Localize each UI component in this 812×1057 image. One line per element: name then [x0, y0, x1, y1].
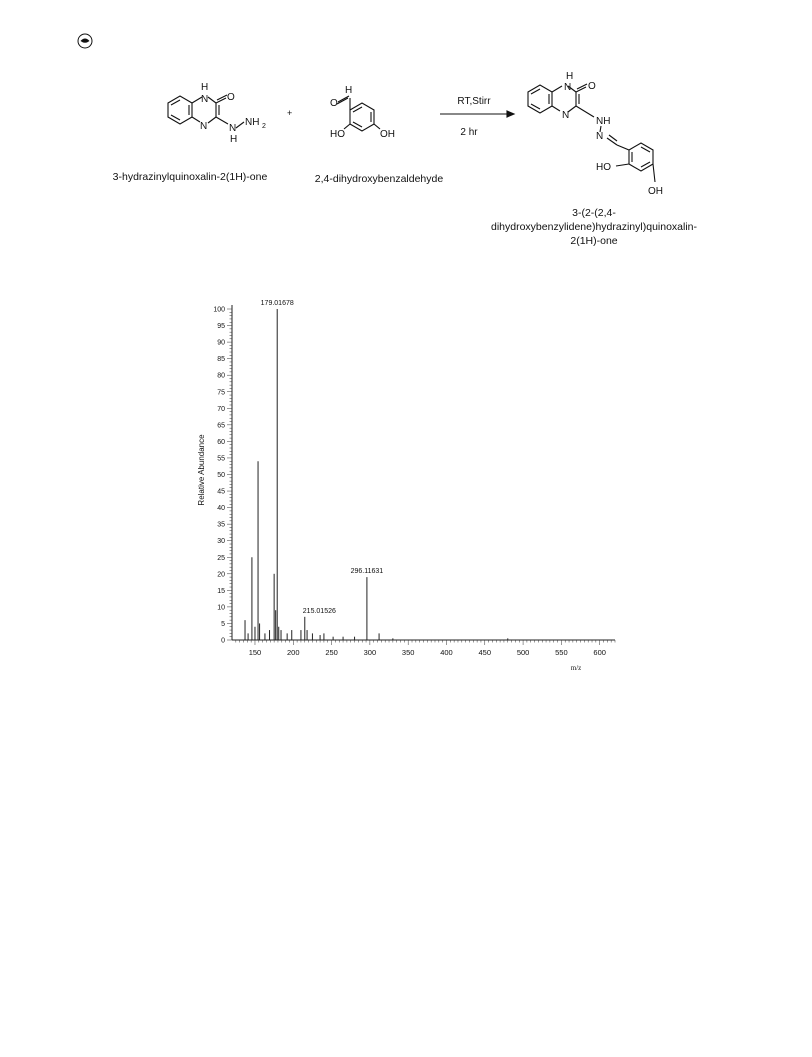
p-atom-n2: N [562, 110, 570, 121]
r1-atom-h2: H [230, 134, 238, 145]
y-tick-label: 65 [217, 422, 225, 430]
mass-spectrum-chart [190, 295, 630, 685]
x-tick-label: 400 [440, 648, 453, 657]
x-tick-label: 600 [593, 648, 606, 657]
y-tick-label: 5 [221, 620, 225, 628]
y-tick-label: 75 [217, 389, 225, 397]
y-axis-label: Relative Abundance [197, 434, 206, 506]
peak-label: 179.01678 [260, 300, 294, 307]
chart-ticks [213, 307, 615, 658]
p-atom-o: O [588, 81, 596, 92]
product-structure [528, 84, 655, 182]
y-tick-label: 20 [217, 571, 225, 579]
r1-atom-o: O [227, 92, 235, 103]
r1-atom-n1: N [201, 94, 209, 105]
plus-sign: + [287, 108, 293, 118]
p-atom-oh: OH [648, 186, 663, 197]
chart-peaks [245, 309, 508, 640]
product-caption-line2: dihydroxybenzylidene)hydrazinyl)quinoxalin- [490, 221, 698, 233]
y-tick-label: 90 [217, 339, 225, 347]
p-atom-h: H [566, 71, 574, 82]
product-caption-line1: 3-(2-(2,4- [572, 207, 616, 219]
y-tick-label: 15 [217, 587, 225, 595]
r1-atom-h: H [201, 82, 209, 93]
y-tick-label: 10 [217, 604, 225, 612]
x-tick-label: 350 [401, 648, 415, 657]
y-tick-label: 0 [221, 637, 225, 645]
chart-peak-labels [261, 300, 384, 615]
y-tick-label: 25 [217, 554, 225, 562]
x-tick-label: 250 [325, 648, 338, 657]
x-tick-label: 500 [516, 648, 530, 657]
peak-label: 215.01526 [302, 607, 336, 615]
y-tick-label: 45 [217, 488, 225, 496]
reactant2-structure [337, 96, 380, 131]
y-tick-label: 30 [217, 538, 225, 546]
x-tick-label: 300 [363, 648, 377, 657]
r2-atom-h: H [345, 85, 353, 96]
r1-atom-nh2: NH [245, 117, 260, 128]
x-tick-label: 450 [478, 648, 492, 657]
peak-label: 296.11631 [350, 568, 384, 576]
reaction-scheme [0, 0, 812, 260]
y-tick-label: 60 [217, 438, 225, 446]
y-tick-label: 50 [217, 472, 225, 479]
p-atom-n3: N [596, 131, 604, 142]
y-tick-label: 80 [217, 372, 225, 380]
x-tick-label: 150 [248, 648, 262, 657]
chart-axes [232, 305, 615, 640]
x-tick-label: 200 [287, 648, 300, 657]
r2-atom-o: O [330, 98, 338, 109]
x-axis-label: m/z [570, 664, 582, 672]
p-atom-n1: N [564, 82, 572, 93]
r1-atom-n3: N [229, 123, 237, 134]
r1-atom-nh2-sub: 2 [262, 123, 266, 130]
y-tick-label: 35 [217, 521, 225, 529]
y-tick-label: 85 [217, 356, 225, 364]
reactant1-caption: 3-hydrazinylquinoxalin-2(1H)-one [112, 171, 268, 183]
y-tick-label: 40 [217, 505, 225, 513]
product-caption-line3: 2(1H)-one [570, 235, 618, 247]
r1-atom-n2: N [200, 121, 208, 132]
condition-top: RT,Stirr [457, 96, 491, 107]
reactant2-caption: 2,4-dihydroxybenzaldehyde [314, 173, 444, 185]
y-tick-label: 70 [217, 405, 225, 413]
condition-bottom: 2 hr [460, 127, 478, 138]
y-tick-label: 55 [217, 455, 225, 463]
p-atom-nh: NH [596, 116, 611, 127]
x-tick-label: 550 [555, 648, 568, 657]
r2-atom-oh: OH [380, 129, 395, 140]
p-atom-ho: HO [596, 162, 611, 173]
y-tick-label: 100 [213, 306, 225, 314]
y-tick-label: 95 [217, 323, 225, 331]
r2-atom-ho: HO [330, 129, 345, 140]
